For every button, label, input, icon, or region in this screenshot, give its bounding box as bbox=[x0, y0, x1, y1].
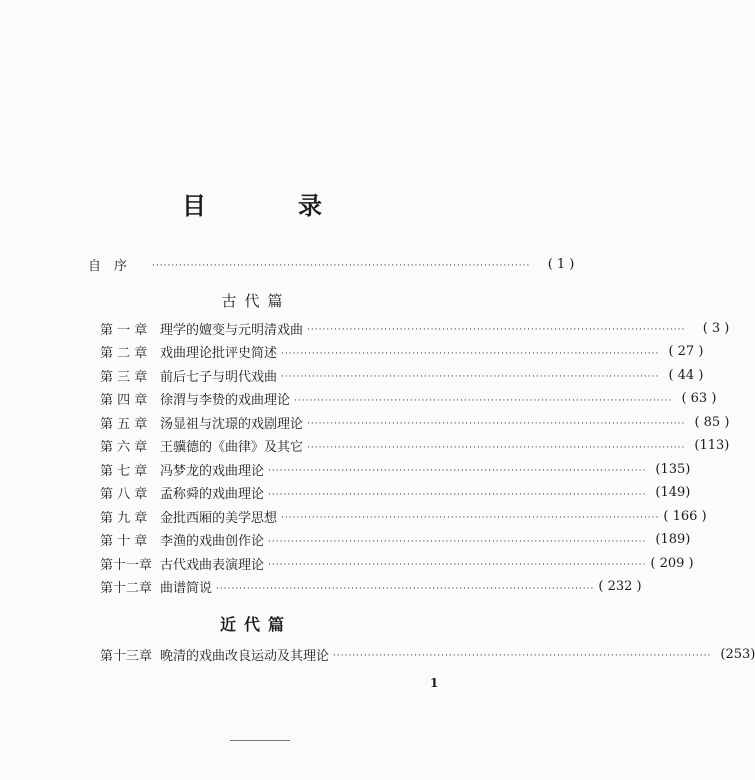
page-number: 1 bbox=[430, 676, 439, 690]
toc-row[interactable] bbox=[100, 483, 691, 503]
chapter-page: (253) bbox=[720, 646, 755, 662]
chapter-title: 冯梦龙的戏曲理论 bbox=[160, 463, 265, 479]
dot-leader: ·································································································· bbox=[333, 651, 712, 661]
chapter-page: ( 3 ) bbox=[702, 320, 730, 336]
chapter-number: 第 二 章 bbox=[100, 346, 148, 361]
chapter-page: ( 27 ) bbox=[668, 344, 704, 359]
dot-leader: ·································································································· bbox=[307, 442, 686, 453]
toc-row[interactable] bbox=[100, 412, 730, 432]
chapter-page: ( 85 ) bbox=[694, 414, 730, 430]
chapter-page: (149) bbox=[655, 485, 691, 500]
chapter-title: 李渔的戏曲创作论 bbox=[160, 534, 265, 549]
dot-leader: ·································································································· bbox=[268, 560, 647, 570]
chapter-title: 徐渭与李贽的戏曲理论 bbox=[160, 393, 291, 408]
chapter-page: (113) bbox=[694, 438, 730, 453]
toc-row[interactable] bbox=[100, 436, 730, 456]
dot-leader: ·································································································· bbox=[281, 372, 660, 382]
section-heading-modern: 近代篇 bbox=[219, 615, 292, 634]
toc-row-preface[interactable] bbox=[88, 254, 575, 274]
chapter-page: ( 232 ) bbox=[598, 579, 642, 594]
toc-row[interactable] bbox=[100, 577, 642, 597]
dot-leader: ·································································································· bbox=[152, 261, 531, 271]
chapter-title: 曲谱简说 bbox=[160, 581, 213, 596]
dot-leader: ·································································································· bbox=[268, 489, 647, 500]
toc-row[interactable] bbox=[100, 553, 694, 573]
chapter-page: ( 63 ) bbox=[681, 391, 717, 406]
dot-leader: ·································································································· bbox=[281, 348, 660, 359]
toc-row[interactable] bbox=[100, 644, 755, 664]
section-heading-ancient: 古代篇 bbox=[221, 292, 291, 310]
toc-row[interactable] bbox=[100, 530, 691, 550]
chapter-number: 第 七 章 bbox=[100, 463, 148, 479]
chapter-number: 第 八 章 bbox=[100, 487, 148, 502]
chapter-page: ( 209 ) bbox=[650, 555, 694, 571]
chapter-title: 古代戏曲表演理论 bbox=[160, 557, 265, 573]
chapter-title: 晚清的戏曲改良运动及其理论 bbox=[160, 648, 330, 664]
chapter-page: ( 44 ) bbox=[668, 367, 704, 383]
toc-row[interactable] bbox=[100, 506, 707, 526]
dot-leader: ·································································································· bbox=[307, 325, 686, 335]
chapter-page: (135) bbox=[655, 461, 691, 477]
dot-leader: ·································································································· bbox=[216, 583, 595, 594]
chapter-number: 第 九 章 bbox=[100, 510, 148, 526]
dot-leader: ·································································································· bbox=[268, 466, 647, 476]
chapter-number: 第 六 章 bbox=[100, 440, 148, 455]
chapter-number: 第 五 章 bbox=[100, 416, 148, 432]
chapter-page: (189) bbox=[655, 532, 691, 547]
chapter-number: 第 一 章 bbox=[100, 322, 148, 338]
chapter-number: 第 十 章 bbox=[100, 534, 148, 549]
chapter-title: 理学的嬗变与元明清戏曲 bbox=[160, 322, 304, 338]
chapter-number: 第十二章 bbox=[100, 581, 153, 596]
preface-label: 自 序 bbox=[88, 258, 128, 274]
chapter-title: 戏曲理论批评史简述 bbox=[160, 346, 278, 361]
chapter-number: 第十一章 bbox=[100, 557, 153, 573]
dot-leader: ·································································································· bbox=[268, 536, 647, 547]
toc-row[interactable] bbox=[100, 389, 717, 409]
dot-leader: ·································································································· bbox=[307, 419, 686, 429]
toc-row[interactable] bbox=[100, 365, 704, 385]
chapter-title: 王骥德的《曲律》及其它 bbox=[160, 440, 304, 455]
chapter-number: 第 四 章 bbox=[100, 393, 148, 408]
toc-row[interactable] bbox=[100, 459, 691, 479]
chapter-title: 金批西厢的美学思想 bbox=[160, 510, 278, 526]
chapter-title: 孟称舜的戏曲理论 bbox=[160, 487, 265, 502]
preface-page: ( 1 ) bbox=[547, 256, 575, 272]
chapter-page: ( 166 ) bbox=[663, 508, 707, 524]
toc-row[interactable] bbox=[100, 342, 704, 362]
page-title: 目 录 bbox=[182, 191, 356, 220]
dot-leader: ·································································································· bbox=[281, 513, 660, 523]
dot-leader: ·································································································· bbox=[294, 395, 673, 406]
bottom-rule bbox=[230, 740, 290, 741]
chapter-title: 汤显祖与沈璟的戏剧理论 bbox=[160, 416, 304, 432]
chapter-number: 第十三章 bbox=[100, 648, 153, 664]
chapter-number: 第 三 章 bbox=[100, 369, 148, 385]
toc-row[interactable] bbox=[100, 318, 730, 338]
chapter-title: 前后七子与明代戏曲 bbox=[160, 369, 278, 385]
